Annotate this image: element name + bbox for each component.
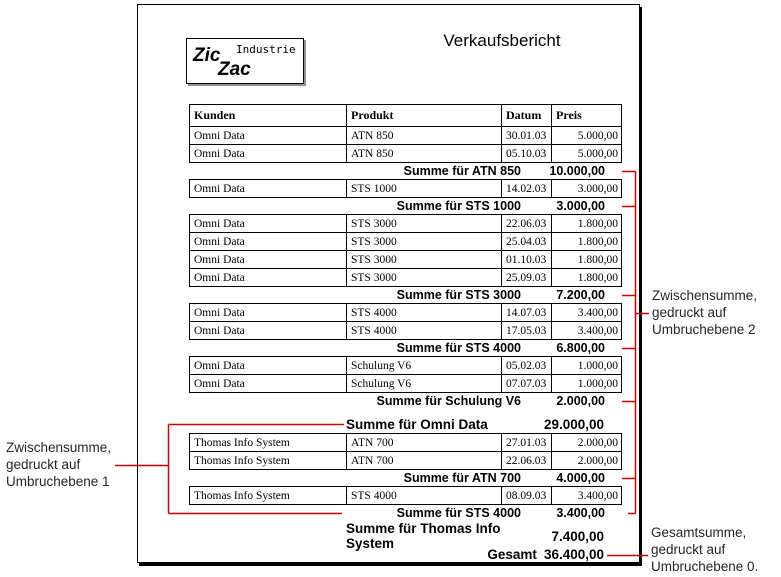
sum-value: 36.400,00 <box>543 547 604 562</box>
subtotal-level2 <box>189 470 621 486</box>
cell-kunde: Thomas Info System <box>190 487 347 505</box>
logo-word-top: Zic <box>193 45 221 66</box>
cell-kunde: Omni Data <box>190 375 347 393</box>
cell-datum: 27.01.03 <box>502 434 552 452</box>
table-row <box>190 322 622 340</box>
cell-datum: 08.09.03 <box>502 487 552 505</box>
report-table-block <box>189 303 622 340</box>
table-row <box>190 487 622 505</box>
table-row <box>190 357 622 375</box>
cell-produkt: STS 3000 <box>347 215 502 233</box>
report-body <box>189 104 621 563</box>
annotation-break-level-1 <box>6 439 111 490</box>
cell-kunde: Omni Data <box>190 322 347 340</box>
table-row <box>190 127 622 145</box>
cell-preis: 3.400,00 <box>552 487 622 505</box>
table-row <box>190 434 622 452</box>
sum-value: 10.000,00 <box>549 164 605 178</box>
report-table-block <box>189 356 622 393</box>
cell-datum: 25.09.03 <box>502 269 552 287</box>
subtotal-level2 <box>189 287 621 303</box>
cell-preis: 5.000,00 <box>552 127 622 145</box>
report-page <box>137 4 640 563</box>
annotation-text-line: Gesamtsumme, <box>651 525 747 540</box>
cell-preis: 5.000,00 <box>552 145 622 163</box>
header-row <box>190 105 622 127</box>
table-row <box>190 251 622 269</box>
cell-preis: 1.800,00 <box>552 233 622 251</box>
report-table-block <box>189 104 622 163</box>
cell-produkt: ATN 700 <box>347 434 502 452</box>
subtotal-level2 <box>189 393 621 409</box>
column-header: Datum <box>502 105 552 127</box>
company-logo <box>186 38 304 84</box>
report-table-block <box>189 486 622 505</box>
cell-preis: 1.000,00 <box>552 375 622 393</box>
table-row <box>190 375 622 393</box>
cell-kunde: Omni Data <box>190 127 347 145</box>
annotation-text-line: Umbruchebene 1 <box>6 474 110 489</box>
table-row <box>190 269 622 287</box>
cell-produkt: Schulung V6 <box>347 375 502 393</box>
cell-preis: 3.000,00 <box>552 180 622 198</box>
cell-datum: 01.10.03 <box>502 251 552 269</box>
cell-datum: 25.04.03 <box>502 233 552 251</box>
sum-label: Summe für STS 3000 <box>396 288 521 302</box>
sum-label: Summe für Schulung V6 <box>376 394 521 408</box>
annotation-text-line: gedruckt auf <box>652 305 727 320</box>
cell-produkt: ATN 700 <box>347 452 502 470</box>
cell-produkt: STS 3000 <box>347 251 502 269</box>
sum-label: Summe für STS 4000 <box>396 506 521 520</box>
sum-label: Gesamt <box>487 547 537 562</box>
table-row <box>190 180 622 198</box>
cell-produkt: Schulung V6 <box>347 357 502 375</box>
sum-label: Summe für Omni Data <box>346 416 488 432</box>
sum-value: 7.400,00 <box>551 528 604 544</box>
logo-tagline: Industrie <box>236 43 296 56</box>
cell-produkt: ATN 850 <box>347 145 502 163</box>
cell-preis: 2.000,00 <box>552 452 622 470</box>
cell-kunde: Omni Data <box>190 233 347 251</box>
column-header: Produkt <box>347 105 502 127</box>
subtotal-level2 <box>189 505 621 521</box>
report-table-block <box>189 214 622 287</box>
annotation-text-line: Umbruchebene 2 <box>652 322 756 337</box>
sum-value: 29.000,00 <box>543 416 604 432</box>
table-row <box>190 145 622 163</box>
annotation-text-line: Zwischensumme, <box>6 440 112 455</box>
sum-value: 7.200,00 <box>556 288 605 302</box>
cell-produkt: STS 4000 <box>347 304 502 322</box>
cell-datum: 05.02.03 <box>502 357 552 375</box>
table-row <box>190 304 622 322</box>
cell-datum: 14.07.03 <box>502 304 552 322</box>
annotation-text-line: Umbruchebene 0. <box>651 559 759 574</box>
sum-value: 6.800,00 <box>556 341 605 355</box>
annotation-text-line: gedruckt auf <box>6 457 81 472</box>
sum-label: Summe für Thomas Info System <box>346 521 501 551</box>
cell-preis: 1.000,00 <box>552 357 622 375</box>
sum-value: 3.400,00 <box>556 506 605 520</box>
cell-produkt: STS 3000 <box>347 233 502 251</box>
subtotal-level2 <box>189 163 621 179</box>
sum-label: Summe für ATN 700 <box>403 471 521 485</box>
sum-label: Summe für STS 1000 <box>396 199 521 213</box>
annotation-break-level-2 <box>652 287 757 338</box>
cell-datum: 22.06.03 <box>502 452 552 470</box>
annotation-grand-total <box>651 524 758 575</box>
column-header: Kunden <box>190 105 347 127</box>
table-row <box>190 215 622 233</box>
cell-preis: 2.000,00 <box>552 434 622 452</box>
sum-value: 3.000,00 <box>556 199 605 213</box>
sum-value: 2.000,00 <box>556 394 605 408</box>
cell-kunde: Omni Data <box>190 357 347 375</box>
sum-label: Summe für STS 4000 <box>396 341 521 355</box>
cell-datum: 07.07.03 <box>502 375 552 393</box>
cell-preis: 3.400,00 <box>552 322 622 340</box>
cell-datum: 22.06.03 <box>502 215 552 233</box>
cell-produkt: ATN 850 <box>347 127 502 145</box>
subtotal-level2 <box>189 198 621 214</box>
cell-kunde: Thomas Info System <box>190 434 347 452</box>
logo-word-bottom: Zac <box>218 59 251 80</box>
cell-datum: 17.05.03 <box>502 322 552 340</box>
table-row <box>190 452 622 470</box>
cell-kunde: Omni Data <box>190 180 347 198</box>
cell-kunde: Omni Data <box>190 251 347 269</box>
cell-datum: 30.01.03 <box>502 127 552 145</box>
cell-kunde: Omni Data <box>190 215 347 233</box>
table-row <box>190 233 622 251</box>
annotation-text-line: Zwischensumme, <box>652 288 758 303</box>
cell-kunde: Omni Data <box>190 145 347 163</box>
cell-produkt: STS 4000 <box>347 487 502 505</box>
cell-kunde: Omni Data <box>190 269 347 287</box>
cell-kunde: Thomas Info System <box>190 452 347 470</box>
cell-preis: 1.800,00 <box>552 215 622 233</box>
sum-label: Summe für ATN 850 <box>403 164 521 178</box>
report-table-block <box>189 433 622 470</box>
cell-kunde: Omni Data <box>190 304 347 322</box>
cell-produkt: STS 3000 <box>347 269 502 287</box>
cell-preis: 3.400,00 <box>552 304 622 322</box>
cell-datum: 14.02.03 <box>502 180 552 198</box>
cell-datum: 05.10.03 <box>502 145 552 163</box>
cell-produkt: STS 1000 <box>347 180 502 198</box>
subtotal-level2 <box>189 340 621 356</box>
sum-value: 4.000,00 <box>556 471 605 485</box>
column-header: Preis <box>552 105 622 127</box>
report-title: Verkaufsbericht <box>443 31 561 50</box>
subtotal-level1 <box>189 521 621 551</box>
cell-preis: 1.800,00 <box>552 269 622 287</box>
subtotal-level1 <box>189 415 621 433</box>
cell-produkt: STS 4000 <box>347 322 502 340</box>
annotation-text-line: gedruckt auf <box>651 542 726 557</box>
report-table-block <box>189 179 622 198</box>
cell-preis: 1.800,00 <box>552 251 622 269</box>
